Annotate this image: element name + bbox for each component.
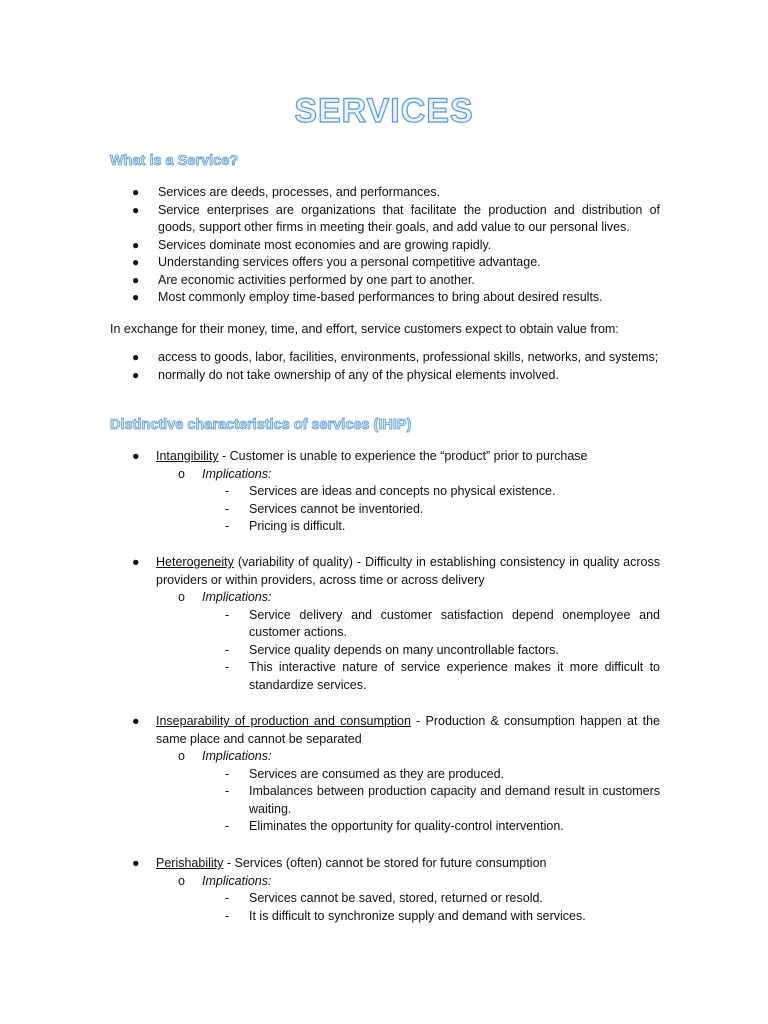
characteristic-term: Inseparability of production and consumption (156, 714, 411, 728)
bullet-icon: ● (132, 272, 140, 287)
dash-icon: - (225, 766, 230, 781)
bullet-icon: ● (132, 856, 140, 870)
list-item: - Services are ideas and concepts no physical existence. (110, 483, 660, 501)
list-item: - Pricing is difficult. (110, 518, 660, 536)
list-item: - Service quality depends on many uncontrollable factors. (110, 642, 660, 660)
list-item: ● Service enterprises are organizations that facilitate the production and distribution of goods, support other firms in meeting their goals, and add value to our personal lives. (132, 202, 660, 234)
implications-label: Implications: (202, 466, 272, 481)
list-item: - Imbalances between production capacity and demand result in customers waiting. (225, 784, 660, 816)
bullet-icon: ● (132, 449, 140, 463)
characteristic-term: Heterogeneity (156, 555, 234, 569)
implications-label: Implications: (202, 873, 272, 888)
bullet-icon: ● (132, 714, 140, 728)
value-bullet-list (110, 349, 660, 384)
characteristic-inseparability (110, 713, 660, 836)
list-item: - Services are consumed as they are produced. (110, 766, 660, 784)
page-title: SERVICES (294, 92, 474, 130)
circle-bullet-icon: o (178, 466, 185, 481)
service-bullet-list (110, 184, 660, 307)
circle-bullet-icon: o (178, 749, 185, 763)
bullet-icon: ● (132, 202, 140, 217)
list-item: ● Services dominate most economies and are growing rapidly. (110, 237, 660, 255)
dash-icon: - (225, 819, 230, 833)
dash-icon: - (225, 607, 230, 622)
list-item: - This interactive nature of service experience makes it more difficult to standardize services. (225, 660, 660, 692)
implications-label: Implications: (202, 590, 272, 604)
list-item: - It is difficult to synchronize supply and demand with services. (110, 908, 660, 926)
bullet-icon: ● (132, 555, 140, 569)
implications-label: Implications: (202, 749, 272, 763)
bullet-icon: ● (132, 237, 140, 252)
list-item: - Service delivery and customer satisfaction depend onemployee and customer actions. (225, 607, 660, 639)
bullet-icon: ● (132, 255, 140, 269)
characteristic-intangibility (110, 448, 660, 536)
characteristic-term: Intangibility (156, 449, 219, 463)
list-item: - Services cannot be saved, stored, returned or resold. (110, 890, 660, 908)
dash-icon: - (225, 891, 230, 905)
list-item: ● access to goods, labor, facilities, environments, professional skills, networks, and systems; (110, 349, 660, 367)
dash-icon: - (225, 660, 230, 674)
characteristic-description: - Production & consumption happen at the same place and cannot be separated (156, 714, 660, 746)
list-item: - Services cannot be inventoried. (110, 501, 660, 519)
list-item: ● Are economic activities performed by one part to another. (110, 272, 660, 290)
bullet-icon: ● (132, 185, 140, 199)
section-heading-what-is-service: What is a Service? (110, 153, 239, 169)
list-item: ● Most commonly employ time-based performances to bring about desired results. (110, 289, 660, 307)
characteristic-perishability (110, 855, 660, 925)
list-item: ● Understanding services offers you a personal competitive advantage. (110, 254, 660, 272)
dash-icon: - (225, 784, 230, 798)
list-item: - Eliminates the opportunity for quality-control intervention. (110, 818, 660, 836)
exchange-paragraph: In exchange for their money, time, and effort, service customers expect to obtain value from: (110, 322, 619, 336)
bullet-icon: ● (132, 350, 140, 364)
dash-icon: - (225, 642, 230, 657)
characteristic-heterogeneity (110, 554, 660, 694)
list-item: ● normally do not take ownership of any of the physical elements involved. (110, 367, 660, 385)
characteristic-description: - Customer is unable to experience the “product” prior to purchase (218, 449, 588, 463)
dash-icon: - (225, 519, 230, 533)
characteristic-term: Perishability (156, 856, 224, 870)
dash-icon: - (225, 908, 230, 923)
section-heading-characteristics: Distinctive characteristics of services (IHIP) (110, 417, 412, 433)
circle-bullet-icon: o (178, 590, 185, 604)
dash-icon: - (225, 484, 230, 498)
list-item: ● Services are deeds, processes, and performances. (110, 184, 660, 202)
bullet-icon: ● (132, 290, 140, 304)
bullet-icon: ● (132, 367, 140, 382)
characteristic-description: - Services (often) cannot be stored for future consumption (223, 856, 547, 870)
circle-bullet-icon: o (178, 873, 185, 888)
characteristic-description: (variability of quality) - Difficulty in establishing consistency in quality across providers or within providers, across time or across delivery (156, 555, 660, 587)
dash-icon: - (225, 501, 230, 516)
